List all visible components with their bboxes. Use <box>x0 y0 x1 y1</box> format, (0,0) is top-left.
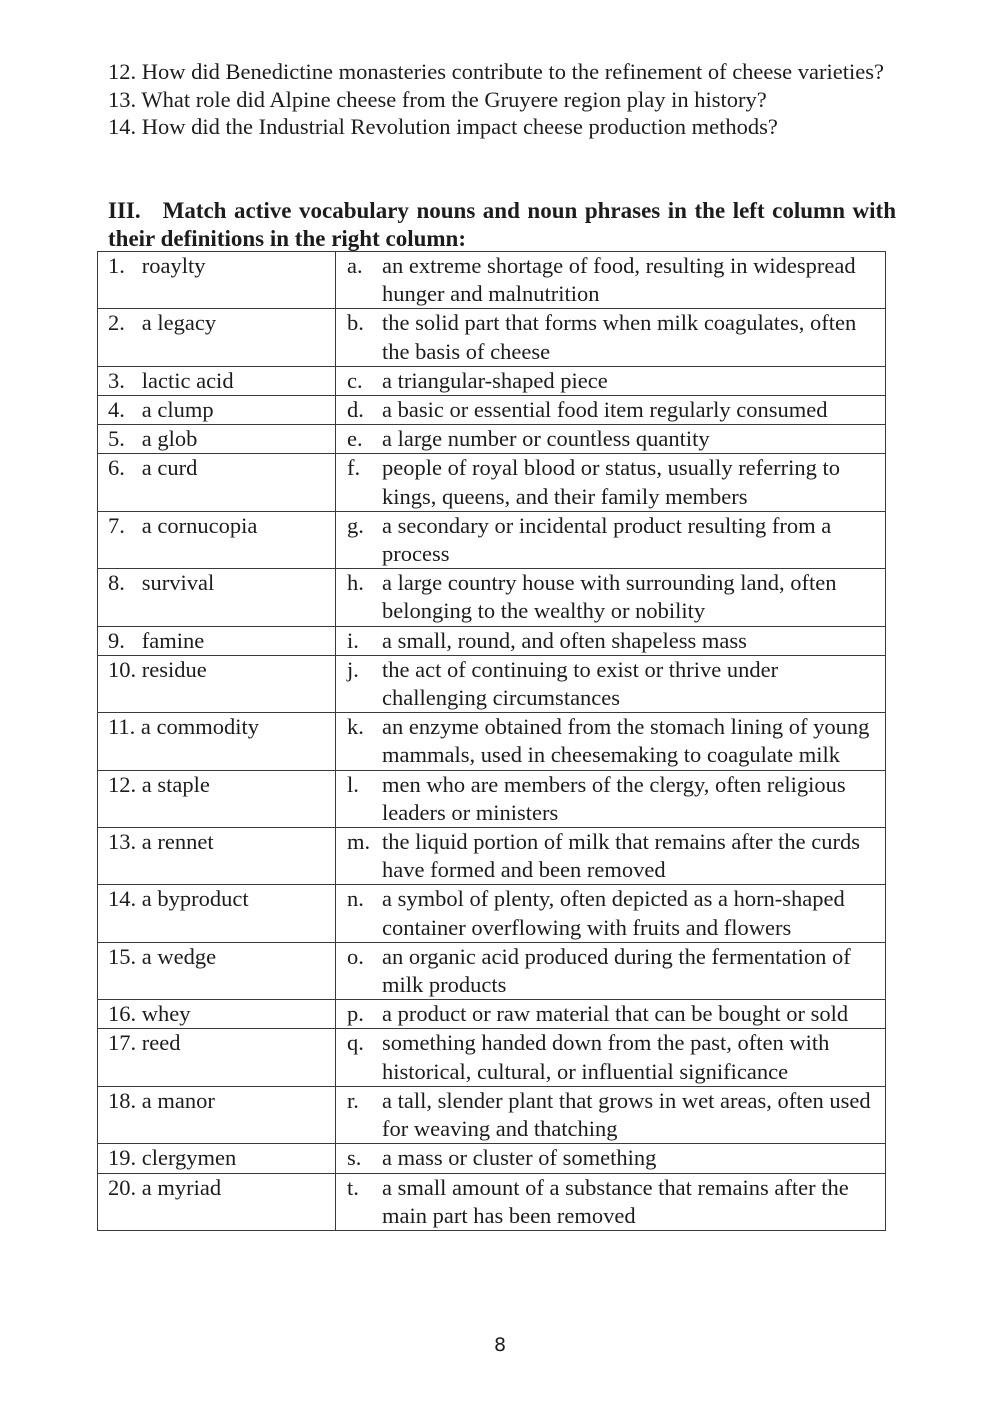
vocabulary-term: 4. a clump <box>98 396 336 425</box>
definition-letter: s. <box>347 1145 362 1171</box>
definition-wrap <box>347 309 879 365</box>
definition-text: a triangular-shaped piece <box>382 367 608 393</box>
vocabulary-term: 10. residue <box>98 655 336 712</box>
definition-cell <box>336 454 886 511</box>
definition-wrap <box>347 885 879 941</box>
vocabulary-term: 5. a glob <box>98 425 336 454</box>
definition-cell <box>336 942 886 999</box>
section-instruction: Match active vocabulary nouns and noun phrases in the left column with their definitions in the right column: <box>108 198 896 251</box>
definition-cell <box>336 828 886 885</box>
table-row <box>98 309 886 366</box>
definition-cell <box>336 569 886 626</box>
definition-letter: p. <box>347 1001 364 1027</box>
vocabulary-term: 3. lactic acid <box>98 366 336 395</box>
definition-text: an extreme shortage of food, resulting in widespread hunger and malnutrition <box>382 253 856 307</box>
table-row <box>98 655 886 712</box>
definition-cell <box>336 396 886 425</box>
definition-cell <box>336 655 886 712</box>
question-14: 14. How did the Industrial Revolution impact cheese production methods? <box>108 114 778 139</box>
table-row <box>98 942 886 999</box>
definition-letter: i. <box>347 627 359 653</box>
definition-cell <box>336 1086 886 1143</box>
discussion-questions <box>108 58 896 141</box>
definition-cell <box>336 425 886 454</box>
table-row <box>98 885 886 942</box>
definition-letter: r. <box>347 1087 359 1113</box>
definition-wrap <box>347 713 879 769</box>
definition-text: a small, round, and often shapeless mass <box>382 627 747 653</box>
definition-text: men who are members of the clergy, often religious leaders or ministers <box>382 771 846 825</box>
definition-text: the liquid portion of milk that remains after the curds have formed and been removed <box>382 829 861 883</box>
definition-wrap <box>347 512 879 568</box>
vocabulary-term: 9. famine <box>98 626 336 655</box>
vocabulary-term: 7. a cornucopia <box>98 511 336 568</box>
definition-cell <box>336 770 886 827</box>
table-row <box>98 511 886 568</box>
definition-letter: j. <box>347 656 359 682</box>
definition-text: a basic or essential food item regularly consumed <box>382 397 828 423</box>
table-row <box>98 626 886 655</box>
definition-letter: l. <box>347 771 359 797</box>
definition-letter: c. <box>347 367 363 393</box>
definition-wrap <box>347 367 879 395</box>
definition-cell <box>336 366 886 395</box>
table-row <box>98 713 886 770</box>
definition-wrap <box>347 828 879 884</box>
table-row <box>98 828 886 885</box>
definition-letter: e. <box>347 426 363 452</box>
definition-wrap <box>347 396 879 424</box>
vocabulary-term: 14. a byproduct <box>98 885 336 942</box>
definition-text: a product or raw material that can be bought or sold <box>382 1001 849 1027</box>
definition-letter: o. <box>347 943 364 969</box>
definition-text: a tall, slender plant that grows in wet areas, often used for weaving and thatching <box>382 1087 871 1142</box>
definition-letter: h. <box>347 570 364 596</box>
definition-cell <box>336 885 886 942</box>
definition-letter: n. <box>347 886 364 912</box>
definition-text: people of royal blood or status, usually referring to kings, queens, and their family members <box>382 455 841 509</box>
table-row <box>98 1144 886 1173</box>
vocabulary-term: 12. a staple <box>98 770 336 827</box>
definition-letter: t. <box>347 1174 359 1200</box>
definition-wrap <box>347 1087 879 1143</box>
definition-letter: a. <box>347 253 363 278</box>
definition-wrap <box>347 656 879 712</box>
definition-wrap <box>347 569 879 625</box>
definition-cell <box>336 1029 886 1086</box>
definition-text: an organic acid produced during the fermentation of milk products <box>382 943 851 998</box>
definition-cell <box>336 713 886 770</box>
table-row <box>98 396 886 425</box>
table-row <box>98 1173 886 1230</box>
table-row <box>98 770 886 827</box>
vocabulary-term: 6. a curd <box>98 454 336 511</box>
definition-letter: b. <box>347 310 364 336</box>
definition-cell <box>336 309 886 366</box>
definition-letter: f. <box>347 455 361 481</box>
section-heading <box>108 197 896 252</box>
definition-letter: d. <box>347 397 364 423</box>
question-12: 12. How did Benedictine monasteries contribute to the refinement of cheese varieties? <box>108 59 884 84</box>
definition-cell <box>336 626 886 655</box>
table-row <box>98 1000 886 1029</box>
vocabulary-term: 15. a wedge <box>98 942 336 999</box>
vocabulary-term: 20. a myriad <box>98 1173 336 1230</box>
definition-text: a large number or countless quantity <box>382 426 710 452</box>
vocabulary-matching-table <box>97 251 886 1231</box>
definition-cell <box>336 511 886 568</box>
definition-wrap <box>347 627 879 655</box>
definition-text: a large country house with surrounding land, often belonging to the wealthy or nobility <box>382 570 837 624</box>
definition-text: a symbol of plenty, often depicted as a horn-shaped container overflowing with fruits and flowers <box>382 886 845 940</box>
definition-text: the act of continuing to exist or thrive under challenging circumstances <box>382 656 779 711</box>
definition-wrap <box>347 1029 879 1085</box>
vocabulary-term: 11. a commodity <box>98 713 336 770</box>
definition-cell <box>336 1144 886 1173</box>
table-row <box>98 569 886 626</box>
definition-text: an enzyme obtained from the stomach lining of young mammals, used in cheesemaking to coagulate milk <box>382 714 870 768</box>
page-number: 8 <box>493 1334 507 1356</box>
vocabulary-term: 17. reed <box>98 1029 336 1086</box>
definition-text: a secondary or incidental product resulting from a process <box>382 512 832 567</box>
definition-text: the solid part that forms when milk coagulates, often the basis of cheese <box>382 310 857 364</box>
vocabulary-term: 13. a rennet <box>98 828 336 885</box>
vocabulary-term: 8. survival <box>98 569 336 626</box>
table-row <box>98 1029 886 1086</box>
section-number: III. <box>108 198 141 223</box>
definition-wrap <box>347 1144 879 1172</box>
definition-letter: m. <box>347 829 371 855</box>
vocabulary-term: 19. clergymen <box>98 1144 336 1173</box>
definition-wrap <box>347 1000 879 1028</box>
table-row <box>98 454 886 511</box>
definition-cell <box>336 252 886 309</box>
vocabulary-table-body <box>98 252 886 1231</box>
definition-wrap <box>347 943 879 999</box>
definition-text: a small amount of a substance that remains after the main part has been removed <box>382 1174 849 1228</box>
definition-wrap <box>347 454 879 510</box>
definition-wrap <box>347 1174 879 1230</box>
definition-cell <box>336 1000 886 1029</box>
table-row <box>98 1086 886 1143</box>
definition-letter: q. <box>347 1030 364 1056</box>
definition-cell <box>336 1173 886 1230</box>
definition-text: something handed down from the past, often with historical, cultural, or influential significance <box>382 1030 830 1084</box>
definition-wrap <box>347 425 879 453</box>
definition-letter: k. <box>347 714 364 740</box>
definition-wrap <box>347 252 879 308</box>
vocabulary-term: 2. a legacy <box>98 309 336 366</box>
vocabulary-term: 18. a manor <box>98 1086 336 1143</box>
question-13: 13. What role did Alpine cheese from the Gruyere region play in history? <box>108 86 767 112</box>
table-row <box>98 252 886 309</box>
vocabulary-term: 16. whey <box>98 1000 336 1029</box>
table-row <box>98 366 886 395</box>
definition-text: a mass or cluster of something <box>382 1145 657 1171</box>
table-row <box>98 425 886 454</box>
vocabulary-term: 1. roaylty <box>98 252 336 309</box>
definition-letter: g. <box>347 512 364 538</box>
definition-wrap <box>347 771 879 827</box>
